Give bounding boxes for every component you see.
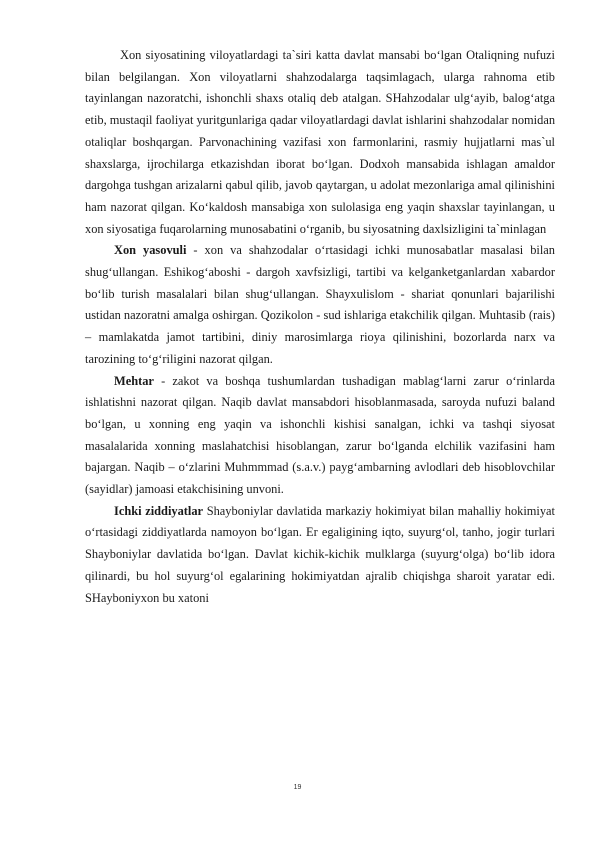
paragraph-text: - xon va shahzodalar o‘rtasidagi ichki munosabatlar masalasi bilan shug‘ullangan. Eshikog‘aboshi - dargoh xavfsizligi, tartibi va kelganketganlardan xabardor bo‘lib turish masalalari bilan shug‘ullangan. Shayxulislom - shariat qonunlari bajarilishi ustidan nazoratni amalga oshirgan. Qozikolon - sud ishlariga etakchilik qilgan. Muhtasib (rais) – mamlakatda jamot tartibini, diniy marosimlarga rioya qilinishini, bozorlarda narx va tarozining to‘g‘riligini nazorat qilgan.	[85, 243, 555, 366]
document-page	[85, 45, 555, 609]
paragraph-ichki-ziddiyatlar	[85, 501, 555, 610]
paragraph-mehtar	[85, 371, 555, 501]
paragraph-term: Mehtar	[114, 373, 154, 388]
page-number: 19	[293, 784, 302, 791]
paragraph-text: - zakot va boshqa tushumlardan tushadigan mablag‘larni zarur o‘rinlarda ishlatishni nazorat qilgan. Naqib davlat mansabdori hisoblanmasada, saroyda nufuzi baland bo‘lgan, u xonning eng yaqin va ishonchli kishisi sanalgan, ichki va tashqi siyosat masalalarida xonning maslahatchisi hisoblangan, zarur bo‘lganda elchilik vazifasini ham bajargan. Naqib – o‘zlarini Muhmmmad (s.a.v.) payg‘ambarning avlodlari deb hisoblovchilar (sayidlar) jamoasi etakchisining unvoni.	[85, 373, 555, 497]
paragraph-term: Ichki ziddiyatlar	[114, 503, 204, 518]
paragraph-otaliq	[85, 45, 555, 240]
paragraph-text: Xon siyosatining viloyatlardagi ta`siri katta davlat mansabi bo‘lgan Otaliqning nufuzi bilan belgilangan. Xon viloyatlarni shahzodalarga taqsimlagach, ularga rahnoma etib tayinlangan nazoratchi, ishonchli shaxs otaliq deb atalgan. SHahzodalar ulg‘ayib, balog‘atga etib, mustaqil faoliyat yuritgunlariga qadar viloyatlardagi davlat ishlarini shahzodalar nomidan otaliqlar boshqargan. Parvonachining vazifasi xon farmonlarini, rasmiy hujjatlarni mas`ul shaxslarga, ijrochilarga etkazishdan iborat bo‘lgan. Dodxoh mansabida ishlagan amaldor dargohga tushgan arizalarni qabul qilib, javob qaytargan, u adolat mezonlariga amal qilinishini ham nazorat qilgan. Ko‘kaldosh mansabiga xon sulolasiga eng yaqin shaxslar tayinlangan, u xon siyosatiga fuqarolarning munosabatini o‘rganib, bu siyosatning daxlsizligini ta`minlagan	[85, 48, 556, 236]
paragraph-term: Xon yasovuli	[114, 243, 187, 258]
paragraph-text: Shayboniylar davlatida markaziy hokimiyat bilan mahalliy hokimiyat o‘rtasidagi ziddiyatlarda namoyon bo‘lgan. Er egaligining iqto, suyurg‘ol, tanho, jogir turlari Shayboniylar davlatida bo‘lgan. Davlat kichik-kichik mulklarga (suyurg‘olga) bo‘lib idora qilinardi, bu hol suyurg‘ol egalarining hokimiyatdan ajralib chiqishga sharoit yaratar edi. SHayboniyxon bu xatoni	[85, 503, 555, 605]
paragraph-xon-yasovuli	[85, 240, 555, 370]
